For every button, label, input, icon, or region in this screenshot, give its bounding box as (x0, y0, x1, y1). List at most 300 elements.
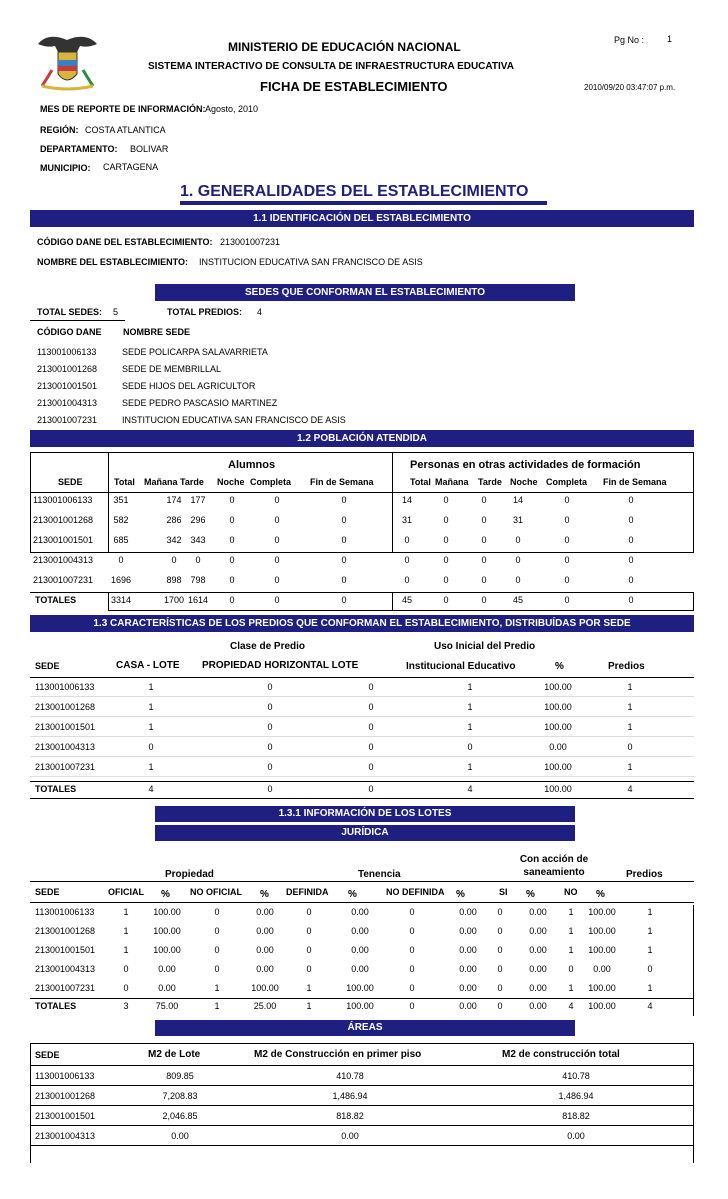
lotes-cell: 0 (409, 945, 415, 955)
predios-cell: 1 (148, 682, 154, 692)
lotes-cell: 100.00 (251, 983, 279, 993)
lotes-total: 100.00 (346, 1001, 374, 1011)
area-const1: 818.82 (336, 1111, 364, 1121)
row-sede: 113001006133 (33, 495, 93, 505)
personas-total: 45 (401, 595, 412, 605)
table-border (693, 998, 694, 1016)
poblacion-table (30, 452, 694, 612)
alumnos-cell: 0 (118, 555, 124, 565)
col-personas-1: Mañana (435, 477, 469, 487)
col-1: OFICIAL (108, 887, 144, 897)
alumnos-cell: 0 (195, 555, 201, 565)
alumnos-cell: 898 (166, 575, 182, 585)
row-divider (30, 736, 694, 737)
identification-title: 1.1 IDENTIFICACIÓN DEL ESTABLECIMIENTO (253, 213, 471, 224)
lotes-cell: 1 (647, 926, 653, 936)
alumnos-cell: 0 (171, 555, 177, 565)
predios-cell: 1 (627, 722, 633, 732)
lotes-cell: 0.00 (256, 907, 274, 917)
sede-name: SEDE POLICARPA SALAVARRIETA (122, 347, 268, 357)
personas-cell: 0 (564, 535, 570, 545)
col-alumnos-4: Completa (250, 477, 292, 487)
lotes-cell: 0.00 (158, 964, 176, 974)
table-border (30, 592, 694, 593)
predios-title: 1.3 CARACTERÍSTICAS DE LOS PREDIOS QUE CONFORMAN EL ESTABLECIMIENTO, DISTRIBUÍDAS POR SEDE (93, 618, 631, 629)
predios-cell: 1 (627, 702, 633, 712)
page-number: 1 (667, 34, 673, 44)
personas-cell: 14 (512, 495, 523, 505)
row-sede: 213001007231 (35, 983, 96, 993)
lotes-cell: 100.00 (153, 926, 181, 936)
alumnos-cell: 0 (229, 535, 235, 545)
predios-cell: 100.00 (544, 762, 572, 772)
lotes-cell: 0.00 (529, 907, 547, 917)
lotes-cell: 1 (568, 926, 574, 936)
sede-code: 113001006133 (37, 347, 97, 357)
lotes-total: 0.00 (529, 1001, 547, 1011)
predios-cell: 0 (267, 762, 273, 772)
lotes-total: 0 (409, 1001, 415, 1011)
col-11: NO (564, 887, 578, 897)
alumnos-cell: 343 (190, 535, 206, 545)
lotes-total: 4 (568, 1001, 574, 1011)
lotes-cell: 1 (214, 983, 220, 993)
group-uso-inicial: Uso Inicial del Predio (434, 641, 536, 652)
alumnos-cell: 0 (341, 535, 347, 545)
row-sede: 113001006133 (35, 1071, 95, 1081)
row-sede: 213001001501 (33, 535, 94, 545)
col-alumnos-2: Tarde (180, 477, 204, 487)
totals-label: TOTALES (35, 1001, 77, 1011)
lotes-cell: 1 (568, 945, 574, 955)
identification-bar (30, 210, 694, 227)
row-divider (30, 1065, 694, 1066)
lotes-cell: 0 (497, 945, 503, 955)
page-label: Pg No : (614, 35, 645, 45)
predios-cell: 100.00 (544, 702, 572, 712)
row-sede: 213001001268 (33, 515, 94, 525)
row-sede: 213001001268 (35, 702, 96, 712)
personas-cell: 0 (443, 535, 449, 545)
predios-cell: 0.00 (549, 742, 567, 752)
col-9: SI (499, 887, 508, 897)
dane-label: CÓDIGO DANE DEL ESTABLECIMIENTO: (37, 237, 213, 247)
lotes-cell: 0 (409, 964, 415, 974)
personas-cell: 0 (515, 555, 521, 565)
predios-cell: 0 (267, 702, 273, 712)
alumnos-cell: 286 (166, 515, 182, 525)
personas-total: 0 (481, 595, 487, 605)
ministry-title: MINISTERIO DE EDUCACIÓN NACIONAL (228, 40, 461, 54)
lotes-cell: 0.00 (529, 983, 547, 993)
lotes-cell: 0.00 (459, 945, 477, 955)
col-7: NO DEFINIDA (386, 887, 445, 897)
col-m2-lote: M2 de Lote (148, 1049, 201, 1060)
juridica-bar (155, 825, 575, 841)
lotes-cell: 1 (123, 907, 129, 917)
row-divider (30, 756, 694, 757)
predios-cell: 0 (148, 742, 154, 752)
personas-total: 0 (628, 595, 634, 605)
personas-cell: 0 (481, 495, 487, 505)
table-border (30, 1043, 694, 1044)
alumnos-cell: 798 (190, 575, 206, 585)
lotes-cell: 0 (306, 945, 312, 955)
alumnos-cell: 0 (229, 555, 235, 565)
table-border (30, 552, 694, 553)
alumnos-total: 0 (341, 595, 347, 605)
col-sede: SEDE (35, 1050, 60, 1060)
predios-total: 100.00 (544, 784, 572, 794)
group-otras-actividades: Personas en otras actividades de formación (410, 459, 641, 471)
predios-cell: 1 (467, 762, 473, 772)
lotes-cell: 100.00 (153, 907, 181, 917)
predios-total: 4 (148, 784, 154, 794)
area-lote: 7,208.83 (162, 1091, 198, 1101)
sede-code: 213001001501 (37, 381, 98, 391)
table-border (30, 881, 694, 882)
lotes-total: 1 (306, 1001, 312, 1011)
section-1-title: 1. GENERALIDADES DEL ESTABLECIMIENTO (180, 183, 529, 200)
table-border (30, 781, 694, 782)
alumnos-cell: 1696 (110, 575, 132, 585)
lotes-cell: 0.00 (351, 907, 369, 917)
col-codigo-dane: CÓDIGO DANE (37, 327, 102, 337)
predios-cell: 0 (627, 742, 633, 752)
table-border (108, 610, 393, 611)
col-personas-0: Total (410, 477, 431, 487)
municipality-label: MUNICIPIO: (40, 163, 91, 173)
lotes-cell: 0.00 (256, 926, 274, 936)
municipality-value: CARTAGENA (103, 162, 159, 172)
month-label: MES DE REPORTE DE INFORMACIÓN: (40, 104, 206, 114)
totals-label: TOTALES (35, 784, 77, 794)
predios-total: 4 (467, 784, 473, 794)
col-alumnos-0: Total (114, 477, 135, 487)
col-m2-construccion-primer-piso: M2 de Construcción en primer piso (254, 1049, 422, 1060)
lotes-cell: 0 (123, 983, 129, 993)
sede-name: SEDE HIJOS DEL AGRICULTOR (122, 381, 256, 391)
area-total: 410.78 (562, 1071, 590, 1081)
predios-cell: 0 (267, 742, 273, 752)
lotes-cell: 100.00 (346, 983, 374, 993)
predios-cell: 0 (368, 762, 374, 772)
row-sede: 213001001501 (35, 722, 96, 732)
col-0: SEDE (35, 887, 60, 897)
lotes-cell: 0.00 (351, 926, 369, 936)
lotes-total: 25.00 (253, 1001, 277, 1011)
predios-cell: 100.00 (544, 722, 572, 732)
lotes-cell: 0 (568, 964, 574, 974)
lotes-cell: 0 (214, 926, 220, 936)
sede-code: 213001004313 (37, 398, 98, 408)
lotes-cell: 0 (214, 964, 220, 974)
table-border (30, 452, 694, 453)
lotes-cell: 0 (497, 964, 503, 974)
personas-cell: 14 (401, 495, 412, 505)
predios-cell: 1 (467, 682, 473, 692)
row-sede: 213001004313 (35, 742, 96, 752)
lotes-cell: 100.00 (588, 945, 616, 955)
row-sede: 213001007231 (35, 762, 96, 772)
lotes-cell: 0 (409, 983, 415, 993)
lotes-total: 1 (214, 1001, 220, 1011)
lotes-cell: 1 (568, 907, 574, 917)
lotes-cell: 1 (306, 983, 312, 993)
row-divider (30, 716, 694, 717)
col-8: % (456, 889, 465, 900)
personas-total: 45 (512, 595, 523, 605)
col-nombre-sede: NOMBRE SEDE (123, 327, 191, 337)
predios-cell: 0 (267, 682, 273, 692)
sede-name: SEDE PEDRO PASCASIO MARTINEZ (122, 398, 278, 408)
table-border (392, 610, 694, 611)
predios-cell: 0 (368, 702, 374, 712)
alumnos-cell: 0 (274, 495, 280, 505)
department-value: BOLIVAR (130, 144, 169, 154)
personas-cell: 0 (481, 555, 487, 565)
alumnos-cell: 0 (274, 575, 280, 585)
lotes-cell: 1 (647, 945, 653, 955)
personas-cell: 0 (628, 495, 634, 505)
lotes-cell: 100.00 (588, 926, 616, 936)
row-divider (30, 1125, 694, 1126)
alumnos-cell: 0 (341, 575, 347, 585)
row-sede: 213001004313 (35, 1131, 96, 1141)
lotes-cell: 1 (123, 926, 129, 936)
personas-cell: 0 (404, 555, 410, 565)
lotes-bar (155, 806, 575, 822)
personas-cell: 0 (628, 555, 634, 565)
alumnos-cell: 296 (190, 515, 206, 525)
lotes-table (30, 880, 694, 1017)
predios-cell: 1 (148, 722, 154, 732)
personas-cell: 0 (443, 575, 449, 585)
alumnos-cell: 0 (274, 555, 280, 565)
lotes-cell: 100.00 (588, 907, 616, 917)
col-6: % (348, 889, 357, 900)
personas-cell: 0 (481, 515, 487, 525)
lotes-cell: 1 (123, 945, 129, 955)
row-sede: 213001001501 (35, 1111, 96, 1121)
group-alumnos: Alumnos (228, 459, 276, 471)
alumnos-cell: 0 (229, 495, 235, 505)
area-total: 1,486.94 (558, 1091, 594, 1101)
row-sede: 113001006133 (35, 682, 95, 692)
col-personas-4: Completa (546, 477, 588, 487)
total-predios-label: TOTAL PREDIOS: (167, 307, 243, 317)
lotes-total: 0 (497, 1001, 503, 1011)
alumnos-cell: 177 (190, 495, 206, 505)
lotes-cell: 0.00 (256, 945, 274, 955)
personas-cell: 0 (564, 555, 570, 565)
alumnos-cell: 685 (113, 535, 129, 545)
predios-cell: 1 (467, 702, 473, 712)
alumnos-cell: 582 (113, 515, 129, 525)
col-3: NO OFICIAL (190, 887, 242, 897)
section-1-bar (180, 201, 547, 205)
alumnos-cell: 351 (113, 495, 129, 505)
personas-cell: 0 (443, 555, 449, 565)
alumnos-cell: 0 (341, 515, 347, 525)
col-alumnos-5: Fin de Semana (310, 477, 374, 487)
lotes-cell: 0 (123, 964, 129, 974)
lotes-total: 4 (647, 1001, 653, 1011)
sedes-bar (155, 284, 575, 301)
lotes-cell: 0 (409, 907, 415, 917)
row-sede: 213001001501 (35, 945, 96, 955)
predios-cell: 1 (627, 762, 633, 772)
predios-cell: 0 (467, 742, 473, 752)
row-sede: 113001006133 (35, 907, 95, 917)
area-total: 0.00 (567, 1131, 585, 1141)
personas-total: 0 (564, 595, 570, 605)
lotes-cell: 0 (497, 926, 503, 936)
personas-cell: 0 (564, 575, 570, 585)
juridica-title: JURÍDICA (341, 827, 389, 838)
col-m2-construccion-total: M2 de construcción total (502, 1049, 620, 1060)
personas-cell: 0 (628, 575, 634, 585)
predios-cell: 1 (467, 722, 473, 732)
area-lote: 809.85 (166, 1071, 194, 1081)
table-border (30, 452, 31, 552)
lotes-cell: 0.00 (459, 907, 477, 917)
lotes-cell: 1 (647, 907, 653, 917)
alumnos-total: 0 (229, 595, 235, 605)
col-propiedad-horizontal: PROPIEDAD HORIZONTAL LOTE (202, 660, 359, 671)
predios-cell: 0 (368, 722, 374, 732)
sede-name: SEDE DE MEMBRILLAL (122, 364, 222, 374)
total-sedes-label: TOTAL SEDES: (37, 307, 103, 317)
personas-total: 0 (443, 595, 449, 605)
col-porcentaje: % (555, 661, 564, 672)
sedes-underline (30, 320, 125, 321)
alumnos-total: 3314 (110, 595, 132, 605)
table-border (30, 492, 694, 493)
establishment-name-value: INSTITUCION EDUCATIVA SAN FRANCISCO DE ASIS (199, 257, 423, 267)
row-sede: 213001001268 (35, 1091, 96, 1101)
area-const1: 1,486.94 (332, 1091, 368, 1101)
alumnos-cell: 0 (341, 495, 347, 505)
department-label: DEPARTAMENTO: (40, 144, 118, 154)
alumnos-cell: 0 (274, 535, 280, 545)
month-value: Agosto, 2010 (205, 104, 259, 114)
col-4: % (260, 889, 269, 900)
poblacion-bar (30, 430, 694, 447)
lotes-cell: 0.00 (529, 945, 547, 955)
row-divider (30, 1105, 694, 1106)
lotes-cell: 100.00 (153, 945, 181, 955)
col-10: % (526, 889, 535, 900)
row-sede: 213001004313 (33, 555, 94, 565)
row-sede: 213001007231 (33, 575, 94, 585)
col-sede: SEDE (58, 477, 83, 487)
lotes-cell: 0.00 (256, 964, 274, 974)
predios-cell: 0 (368, 682, 374, 692)
predios-cell: 100.00 (544, 682, 572, 692)
predios-cell: 1 (148, 702, 154, 712)
alumnos-total: 1700 (163, 595, 185, 605)
table-border (30, 998, 694, 999)
col-5: DEFINIDA (286, 887, 329, 897)
personas-cell: 0 (481, 575, 487, 585)
form-title: FICHA DE ESTABLECIMIENTO (260, 79, 448, 94)
poblacion-title: 1.2 POBLACIÓN ATENDIDA (296, 433, 427, 444)
personas-cell: 0 (515, 535, 521, 545)
col-12: % (596, 889, 605, 900)
sede-code: 213001001268 (37, 364, 98, 374)
lotes-total: 100.00 (588, 1001, 616, 1011)
alumnos-cell: 0 (229, 575, 235, 585)
totals-label: TOTALES (35, 595, 77, 605)
area-total: 818.82 (562, 1111, 590, 1121)
col-alumnos-3: Noche (217, 477, 245, 487)
lotes-cell: 0 (306, 907, 312, 917)
report-timestamp: 2010/09/20 03:47:07 p.m. (584, 83, 676, 92)
lotes-cell: 0.00 (459, 983, 477, 993)
personas-cell: 31 (512, 515, 523, 525)
predios-cell: 1 (148, 762, 154, 772)
lotes-cell: 0 (306, 964, 312, 974)
area-const1: 0.00 (341, 1131, 359, 1141)
row-divider (30, 776, 694, 777)
lotes-cell: 0 (497, 983, 503, 993)
row-divider (30, 1085, 694, 1086)
sedes-title: SEDES QUE CONFORMAN EL ESTABLECIMIENTO (244, 287, 486, 298)
coat-of-arms-logo (30, 30, 105, 92)
personas-cell: 0 (404, 535, 410, 545)
dane-value: 213001007231 (220, 237, 281, 247)
col-personas-3: Noche (510, 477, 538, 487)
group-clase-predio: Clase de Predio (230, 641, 306, 652)
group-propiedad: Propiedad (165, 869, 214, 880)
predios-total: 0 (267, 784, 273, 794)
region-value: COSTA ATLANTICA (85, 125, 166, 135)
row-sede: 213001004313 (35, 964, 96, 974)
total-predios-value: 4 (257, 307, 263, 317)
predios-table (30, 653, 694, 799)
predios-cell: 0 (267, 722, 273, 732)
lotes-cell: 0.00 (351, 945, 369, 955)
lotes-cell: 0 (214, 907, 220, 917)
group-tenencia: Tenencia (358, 869, 401, 880)
lotes-total: 0.00 (459, 1001, 477, 1011)
personas-cell: 0 (628, 535, 634, 545)
lotes-cell: 0 (306, 926, 312, 936)
lotes-cell: 1 (568, 983, 574, 993)
row-sede: 213001001268 (35, 926, 96, 936)
lotes-cell: 0 (409, 926, 415, 936)
sede-code: 213001007231 (37, 415, 98, 425)
total-sedes-value: 5 (113, 307, 119, 317)
alumnos-total: 1614 (187, 595, 209, 605)
lotes-cell: 1 (647, 983, 653, 993)
row-divider (30, 696, 694, 697)
alumnos-total: 0 (274, 595, 280, 605)
table-border (30, 1145, 694, 1146)
table-border (30, 902, 694, 903)
personas-cell: 31 (401, 515, 412, 525)
col-2: % (161, 889, 170, 900)
table-border (693, 592, 694, 611)
table-border (30, 677, 694, 678)
lotes-total: 75.00 (155, 1001, 179, 1011)
lotes-cell: 0.00 (351, 964, 369, 974)
lotes-cell: 0 (647, 964, 653, 974)
group-saneamiento: Con acción de saneamiento (519, 854, 589, 878)
alumnos-cell: 0 (229, 515, 235, 525)
lotes-cell: 0.00 (459, 964, 477, 974)
